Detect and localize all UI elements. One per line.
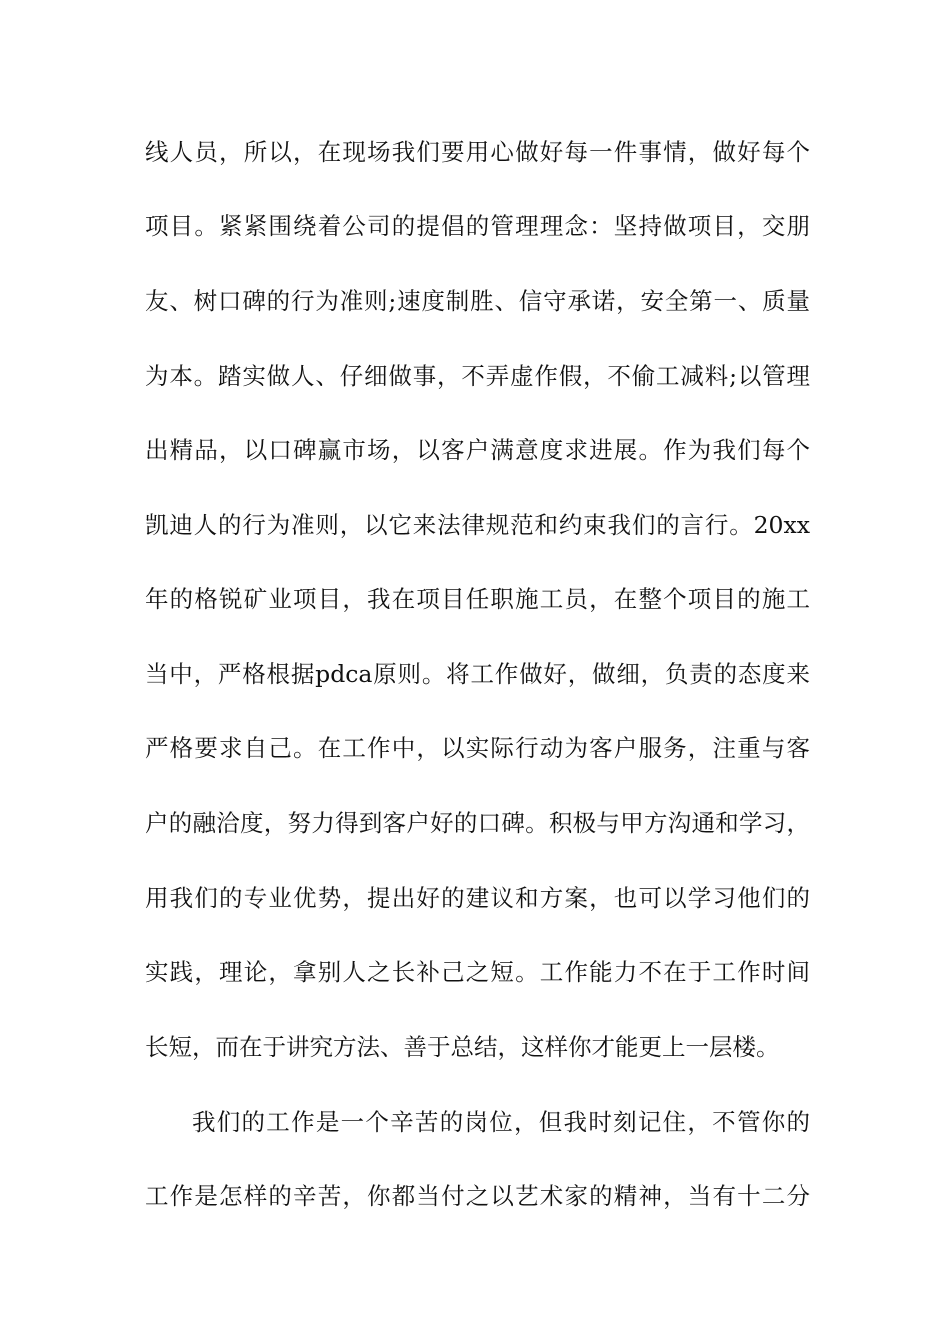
paragraph-2-line-1: 我们的工作是一个辛苦的岗位，但我时刻记住，不管你的: [192, 1108, 810, 1136]
paragraph-1-line-11: 用我们的专业优势，提出好的建议和方案，也可以学习他们的: [145, 884, 810, 912]
paragraph-1-line-7: 年的格锐矿业项目，我在项目任职施工员，在整个项目的施工: [145, 585, 810, 613]
paragraph-1-line-6: 凯迪人的行为准则，以它来法律规范和约束我们的言行。20xx: [145, 511, 810, 539]
paragraph-1-line-5: 出精品，以口碑赢市场，以客户满意度求进展。作为我们每个: [145, 436, 810, 464]
paragraph-1-line-2: 项目。紧紧围绕着公司的提倡的管理理念：坚持做项目，交朋: [145, 212, 810, 240]
paragraph-1-line-3: 友、树口碑的行为准则;速度制胜、信守承诺，安全第一、质量: [145, 287, 810, 315]
paragraph-1-line-8: 当中，严格根据pdca原则。将工作做好，做细，负责的态度来: [145, 660, 810, 688]
paragraph-2-line-2: 工作是怎样的辛苦，你都当付之以艺术家的精神，当有十二分: [145, 1182, 810, 1210]
paragraph-1-line-10: 户的融洽度，努力得到客户好的口碑。积极与甲方沟通和学习，: [145, 809, 810, 837]
paragraph-1-line-9: 严格要求自己。在工作中，以实际行动为客户服务，注重与客: [145, 734, 810, 762]
paragraph-1-line-12: 实践，理论，拿别人之长补己之短。工作能力不在于工作时间: [145, 958, 810, 986]
paragraph-1-line-13: 长短，而在于讲究方法、善于总结，这样你才能更上一层楼。: [145, 1033, 780, 1061]
paragraph-1-line-4: 为本。踏实做人、仔细做事，不弄虚作假，不偷工减料;以管理: [145, 362, 810, 390]
paragraph-1-line-1: 线人员，所以，在现场我们要用心做好每一件事情，做好每个: [145, 138, 810, 166]
